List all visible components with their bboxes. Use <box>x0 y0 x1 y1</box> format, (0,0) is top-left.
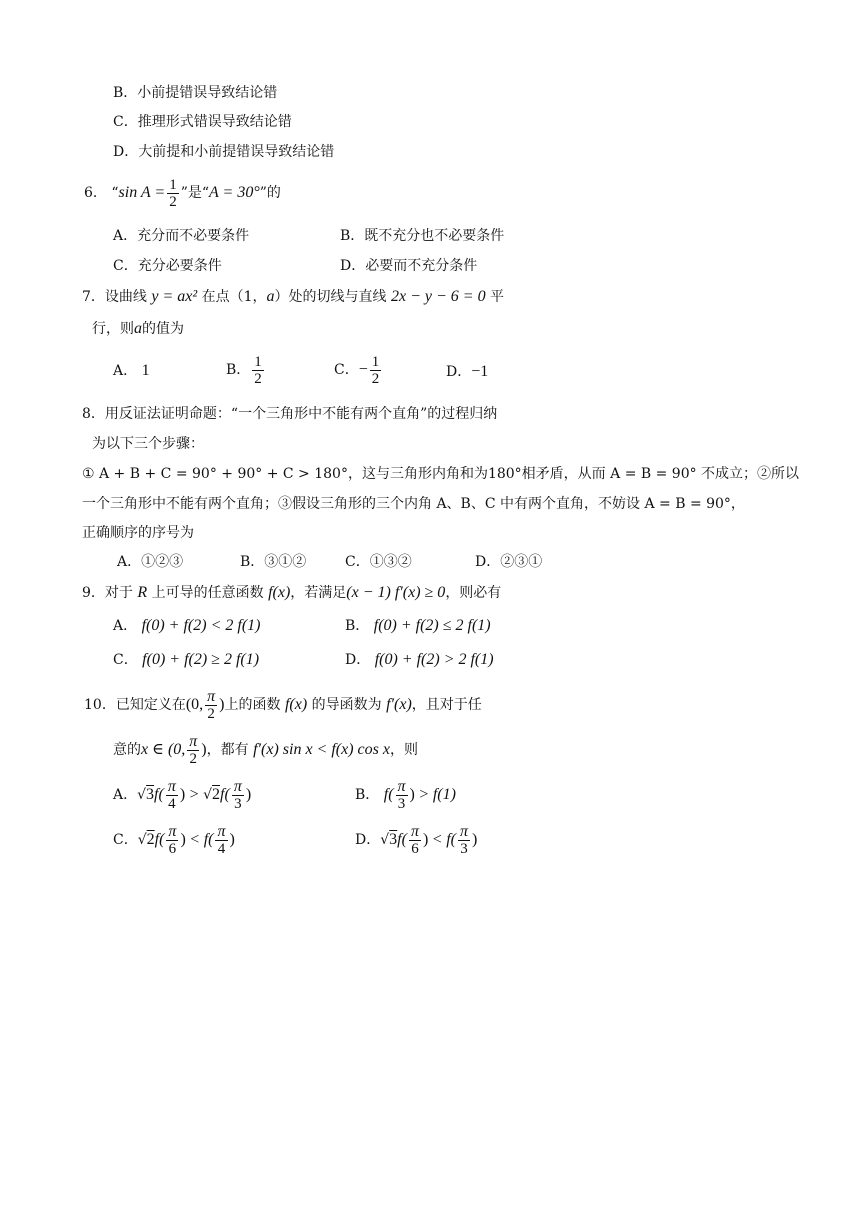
fraction-pi-2 <box>205 689 217 722</box>
set-r: R <box>137 584 148 601</box>
func-open: f( <box>446 831 456 848</box>
q5-option-b: B．小前提错误导致结论错 <box>113 85 278 101</box>
option-label: A． <box>113 787 138 803</box>
q7-option-a <box>113 354 150 388</box>
option-label: C． <box>334 362 359 378</box>
option-label: B． <box>355 787 380 803</box>
frac-numerator: π <box>207 687 216 705</box>
q7-text-f: 的值为 <box>142 321 184 337</box>
fprime-expr: f′(x) <box>386 696 412 713</box>
sqrt-icon: √ <box>137 787 147 803</box>
option-label: D． <box>345 652 371 668</box>
option-label: B． <box>345 618 370 634</box>
frac-numerator: π <box>168 822 177 840</box>
radicand: 2 <box>146 831 155 848</box>
q8-option-b: B．③①② <box>240 554 307 570</box>
q9-option-c <box>113 651 259 669</box>
func-close: ) <box>409 786 415 803</box>
func-open: f( <box>397 831 407 848</box>
f-of-1: f(1) <box>432 786 456 803</box>
option-label: C． <box>113 652 138 668</box>
q9-text-a: 9．对于 <box>82 585 133 601</box>
option-label: A． <box>113 618 138 634</box>
frac-numerator: π <box>460 822 469 840</box>
fraction <box>166 824 178 857</box>
func-close: ) <box>180 831 186 848</box>
q6-option-b: B．既不充分也不必要条件 <box>340 228 505 244</box>
q7-option-b <box>226 350 266 390</box>
line-expr: 2x − y − 6 = 0 <box>391 288 486 305</box>
q6-number: 6． <box>84 185 107 201</box>
func-close: ) <box>229 831 235 848</box>
frac-denominator: 4 <box>168 795 176 812</box>
option-label: A． <box>113 363 138 379</box>
frac-numerator: π <box>167 777 176 795</box>
q9-text-d: ，则必有 <box>445 585 502 601</box>
q8-option-d: D．②③① <box>475 554 543 570</box>
interval-close: ) <box>219 696 225 713</box>
frac-denominator: 6 <box>411 840 419 857</box>
relation: < <box>190 831 200 848</box>
frac-numerator: π <box>189 732 198 750</box>
option-value: −1 <box>471 363 489 380</box>
radicand: 3 <box>389 831 398 848</box>
q8-stem-line3: ① A + B + C = 90° + 90° + C > 180°，这与三角形内角和为180°相矛盾，从而 A = B = 90° 不成立；②所以 <box>82 466 800 482</box>
func-open: f( <box>220 786 230 803</box>
frac-numerator: 1 <box>254 353 262 370</box>
q10-text-d: ，且对于任 <box>411 697 482 713</box>
interval-close: ) <box>201 741 207 758</box>
fraction-half <box>167 177 179 210</box>
q9-option-b <box>345 617 491 635</box>
q5-option-d: D．大前提和小前提错误导致结论错 <box>113 144 335 160</box>
q8-stem-line1: 8．用反证法证明命题：“一个三角形中不能有两个直角”的过程归纳 <box>82 406 498 422</box>
func-open: f( <box>203 831 214 848</box>
q6-option-d: D．必要而不充分条件 <box>340 258 478 274</box>
q8-stem-line4: 一个三角形中不能有两个直角；③假设三角形的三个内角 A、B、C 中有两个直角，不妨设 A = B = 90°， <box>82 496 745 512</box>
option-label: D． <box>446 364 472 380</box>
option-expr: f(0) + f(2) > 2 f(1) <box>374 651 494 668</box>
q5-option-c: C．推理形式错误导致结论错 <box>113 114 292 130</box>
interval-open: (0, <box>185 696 204 713</box>
q7-stem-line2 <box>92 320 184 338</box>
q10-text-e: 意的 <box>113 742 141 758</box>
q6-option-c: C．充分必要条件 <box>113 258 222 274</box>
relation: > <box>419 786 429 803</box>
sqrt-icon: √ <box>203 787 213 803</box>
option-label: B． <box>226 362 251 378</box>
q10-text-c: 的导函数为 <box>311 697 382 713</box>
curve-expr: y = ax² <box>151 288 198 305</box>
inequality-expr: f′(x) sin x < f(x) cos x <box>253 741 390 758</box>
option-expr: f(0) + f(2) < 2 f(1) <box>141 617 261 634</box>
frac-numerator: π <box>397 777 406 795</box>
q9-option-d <box>345 651 494 669</box>
q10-option-a <box>113 777 251 813</box>
q7-option-d <box>446 363 488 381</box>
frac-denominator: 2 <box>254 370 262 387</box>
q9-stem <box>82 584 501 602</box>
frac-numerator: π <box>233 777 242 795</box>
fraction <box>232 779 244 812</box>
var-a-2: a <box>134 320 142 337</box>
relation: > <box>189 786 199 803</box>
condition-expr: (x − 1) f′(x) ≥ 0 <box>346 584 446 601</box>
radicand: 2 <box>212 786 221 803</box>
fraction-half <box>252 354 264 387</box>
fraction-half <box>370 354 382 387</box>
fraction <box>166 779 178 812</box>
q7-text-d: 平 <box>490 289 505 305</box>
radicand: 3 <box>146 786 155 803</box>
q10-text-a: 10．已知定义在 <box>84 697 186 713</box>
q8-option-a: A．①②③ <box>117 554 184 570</box>
quote-open: “ <box>111 185 119 201</box>
q6-option-a: A．充分而不必要条件 <box>113 228 250 244</box>
q6-end: ”的 <box>259 185 281 201</box>
sqrt-icon: √ <box>137 832 147 848</box>
q7-stem-line1 <box>82 288 504 306</box>
q10-text-g: ，则 <box>389 742 418 758</box>
q9-text-c: ，若满足 <box>290 585 347 601</box>
q9-text-b: 上可导的任意函数 <box>151 585 264 601</box>
frac-denominator: 2 <box>189 750 198 767</box>
frac-denominator: 3 <box>397 795 406 812</box>
q7-text-c: ）处的切线与直线 <box>274 289 387 305</box>
q10-stem-line1 <box>84 688 482 722</box>
q10-stem-line2 <box>113 733 418 767</box>
frac-numerator: 1 <box>371 353 380 370</box>
fx-expr: f(x) <box>284 696 308 713</box>
q7-text-b: 在点（1， <box>201 289 267 305</box>
a-equals-30: A = 30° <box>209 184 260 201</box>
q8-stem-line5: 正确顺序的序号为 <box>82 525 194 541</box>
sin-a-expr: sin A = <box>118 184 166 201</box>
q9-option-a <box>113 617 260 635</box>
q7-text-a: 7．设曲线 <box>82 289 147 305</box>
option-expr: f(0) + f(2) ≥ 2 f(1) <box>142 651 260 668</box>
func-open: f( <box>383 786 394 803</box>
func-open: f( <box>154 786 164 803</box>
fraction <box>409 824 421 857</box>
q8-option-c: C．①③② <box>345 554 412 570</box>
frac-denominator: 3 <box>460 840 468 857</box>
sqrt-icon: √ <box>380 832 390 848</box>
minus-sign: − <box>358 361 368 378</box>
q10-text-f: ，都有 <box>206 742 249 758</box>
relation: < <box>432 831 442 848</box>
fraction <box>458 824 470 857</box>
q7-option-c <box>334 350 383 390</box>
q6-stem <box>84 176 281 210</box>
option-expr: f(0) + f(2) ≤ 2 f(1) <box>373 617 491 634</box>
func-close: ) <box>245 786 252 803</box>
func-open: f( <box>154 831 165 848</box>
frac-denominator: 2 <box>169 193 177 210</box>
x-in-interval: x ∈ (0, <box>141 741 186 758</box>
option-label: D． <box>355 832 381 848</box>
frac-numerator: 1 <box>169 176 177 193</box>
var-a: a <box>266 288 275 305</box>
option-label: C． <box>113 832 138 848</box>
q10-option-d <box>355 822 477 858</box>
frac-denominator: 2 <box>371 370 380 387</box>
frac-denominator: 2 <box>207 705 215 722</box>
q8-stem-line2: 为以下三个步骤： <box>92 436 204 452</box>
fx-expr: f(x) <box>268 584 291 601</box>
frac-denominator: 6 <box>168 840 177 857</box>
frac-numerator: π <box>410 822 419 840</box>
func-close: ) <box>472 831 478 848</box>
fraction <box>215 824 227 857</box>
q7-text-e: 行，则 <box>92 321 134 337</box>
option-value: 1 <box>141 362 150 379</box>
func-close: ) <box>179 786 186 803</box>
fraction-pi-2 <box>187 734 199 767</box>
q10-option-c <box>113 822 235 858</box>
q6-connector: ”是“ <box>180 185 210 201</box>
q10-option-b <box>355 777 456 813</box>
func-close: ) <box>422 831 429 848</box>
fraction <box>396 779 408 812</box>
frac-numerator: π <box>217 822 226 840</box>
frac-denominator: 4 <box>217 840 226 857</box>
frac-denominator: 3 <box>234 795 242 812</box>
q10-text-b: 上的函数 <box>224 697 281 713</box>
